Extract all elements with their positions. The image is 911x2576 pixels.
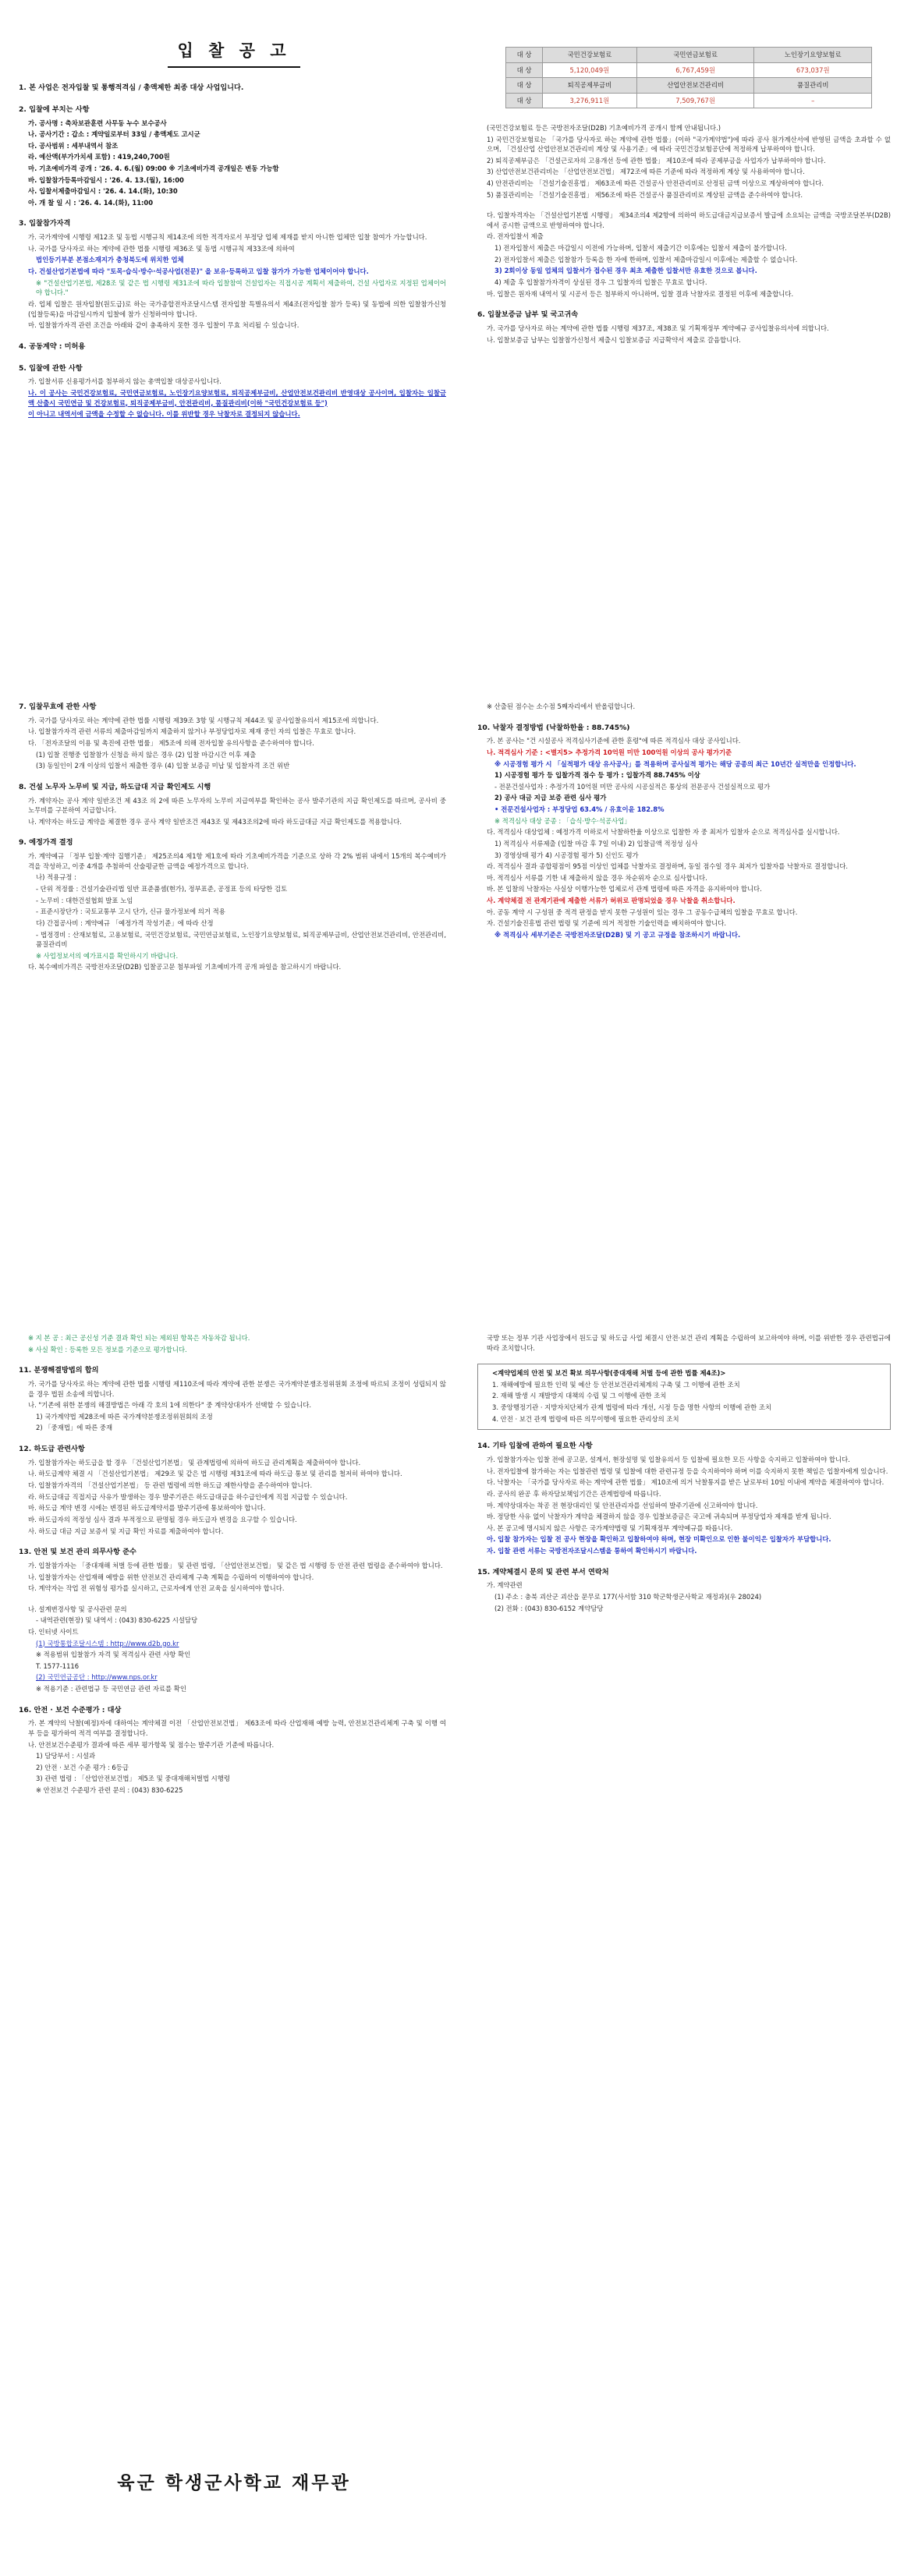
section-intro (19, 83, 446, 94)
list-item: (3) 동일인이 2개 이상의 입찰서 제출한 경우 (4) 입찰 보증금 미납 및 입찰자격 조건 위반 (36, 762, 290, 770)
table-cell: – (754, 93, 872, 108)
left-mid-column (19, 702, 446, 983)
section-heading: 7. 입찰무효에 관한 사항 (19, 702, 97, 711)
section-14 (477, 1441, 891, 1555)
list-item: ※ 산출된 점수는 소수점 5째자리에서 반올림합니다. (487, 702, 636, 710)
list-item: 마. 기초예비가격 공개 : '26. 4. 6.(월) 09:00 ※ 기초예비가격 공개일은 변동 가능함 (28, 165, 279, 173)
list-item: 가. 국가를 당사자로 하는 계약에 관한 법률 시행령 제110조에 따라 계약에 관한 분쟁은 국가계약분쟁조정위원회 조정에 따르되 조정이 성립되지 않을 경우 법원 소송에 의합니다. (28, 1380, 446, 1398)
section-heading: 13. 안전 및 보건 관리 의무사항 준수 (19, 1548, 136, 1557)
list-item: 다) 간접공사비 : 계약예규 「예정가격 작성기준」에 따라 산정 (36, 918, 214, 927)
list-item: 4) 제출 후 입찰참가자격이 상실된 경우 그 입찰자의 입찰은 무효로 합니다. (494, 278, 707, 286)
section-15 (477, 1567, 891, 1614)
list-item: 마. 계약상대자는 착공 전 현장대리인 및 안전관리자를 선임하여 발주기관에 신고하여야 합니다. (487, 1501, 758, 1509)
right-bottom-column (477, 1333, 891, 1624)
d2b-site-link[interactable]: (1) 국방통합조달시스템 : http://www.d2b.go.kr (36, 1639, 179, 1647)
list-item: 다. 복수예비가격은 국방전자조달(D2B) 입찰공고문 첨부파일 기초예비가격 공개 파일을 참고하시기 바랍니다. (28, 963, 342, 971)
list-item: 나. 적격심사 기준 : <별지5> 추정가격 10억원 미만 100억원 이상의 공사 평가기준 (487, 748, 732, 757)
list-item: 3) 관련 법령 : 「산업안전보건법」 제5조 및 중대재해처벌법 시행령 (36, 1775, 230, 1783)
list-item: 가. 국가계약에 시행령 제12조 및 동법 시행규칙 제14조에 의한 적격자로서 부정당 업체 제재를 받지 아니한 업체만 입찰 참여가 가능합니다. (28, 233, 427, 242)
section-mid-note (477, 702, 891, 712)
list-item: 라. 공사의 완공 후 하자담보책임기간은 관계법령에 따릅니다. (487, 1489, 661, 1498)
list-item: 라. 업체 입찰은 원자입찰(원도급)로 하는 국가종합전자조달시스템 전자입찰 특별유의서 제4조(전자입찰 참가 등록) 및 동법에 의한 입찰참가신청(입찰등록)을 마감일시까지 입찰에 참가 신청하여야 합니다. (28, 299, 446, 318)
nps-site-link[interactable]: (2) 국민연금공단 : http://www.nps.or.kr (36, 1673, 158, 1682)
list-item: 사. 계약체결 전 관계기관에 제출한 서류가 허위로 판명되었을 경우 낙찰을 취소합니다. (487, 896, 736, 904)
list-item: 2) 퇴직공제부금은 「건설근로자의 고용개선 등에 관한 법률」 제10조에 따라 공제부금을 사업자가 납부하여야 합니다. (487, 156, 826, 165)
list-item: ※ 시공경험 평가 시 「실적평가 대상 유사공사」를 적용하며 공사실적 평가는 해당 공종의 최근 10년간 실적만을 인정합니다. (494, 759, 856, 768)
list-item: 다. 낙찰자는 「국가를 당사자로 하는 계약에 관한 법률」 제10조에 의거 낙찰통지를 받은 날로부터 10일 이내에 계약을 체결하여야 합니다. (487, 1478, 884, 1487)
list-item: 3. 중앙행정기관 · 지방자치단체가 관계 법령에 따라 개선, 시정 등을 명한 사항의 이행에 관한 조치 (492, 1403, 772, 1412)
list-item: 나. 전자입찰에 참가하는 자는 입찰관련 법령 및 입찰에 대한 관련규정 등을 숙지하여야 하며 이를 숙지하지 못한 책임은 입찰자에게 있습니다. (487, 1467, 888, 1475)
table-header: 산업안전보건관리비 (636, 78, 754, 94)
list-item: 1) 국민건강보험료는 「국가를 당사자로 하는 계약에 관한 법률」(이하 "국가계약법")에 따라 공사 원가계산서에 반영된 금액을 초과할 수 없으며, 「건설산업 산업안전보건관리비 계상 및 사용기준」에 따라 국민건강보험공단에 적정하게 납부하여야 합니다. (487, 135, 891, 154)
list-item: 5) 품질관리비는 「건설기술진흥법」 제56조에 따른 건설공사 품질관리비로 계상된 금액을 준수하여야 합니다. (487, 190, 803, 199)
table-cell: 6,767,459원 (636, 62, 754, 78)
section-notes (477, 123, 891, 200)
section-heading: 4. 공동계약 : 미허용 (19, 341, 86, 351)
list-item: 나. 국가를 당사자로 하는 계약에 관한 법률 시행령 제36조 및 동법 시행규칙 제33조에 의하여 (28, 244, 295, 253)
page-title: 입 찰 공 고 (0, 39, 468, 68)
section-heading: 15. 계약체결시 문의 및 관련 부서 연락처 (477, 1567, 609, 1576)
list-item: 1. 재해예방에 필요한 인력 및 예산 등 안전보건관리체계의 구축 및 그 이행에 관한 조치 (492, 1380, 740, 1389)
list-item: 자. 건설기술진흥법 관련 법령 및 기준에 의거 적정한 기술인력을 배치하여야 합니다. (487, 919, 727, 928)
section-10 (477, 723, 891, 940)
list-item: ※ 지 본 공 : 최근 공신성 기준 결과 확인 되는 제외된 항목은 자동차감 됩니다. (28, 1334, 250, 1342)
list-item: 가. 입찰서류 신용평가서를 첨부하지 않는 총액입찰 대상공사입니다. (28, 377, 222, 386)
list-item: 1) 담당부서 : 시설과 (36, 1752, 96, 1760)
list-item: 다. 「전자조달의 이용 및 촉진에 관한 법률」 제5조에 의해 전자입찰 유의사항을 준수하여야 합니다. (28, 739, 314, 748)
list-item: 가. 본 계약의 낙찰(예정)자에 대하여는 계약체결 이전 「산업안전보건법」 제63조에 따라 산업재해 예방 능력, 안전보건관리체계 구축 및 이행 여부 등을 평가하여 적격 여부를 결정합니다. (28, 1719, 446, 1738)
section-8 (19, 782, 446, 827)
section-heading: 16. 안전 · 보건 수준평가 : 대상 (19, 1705, 122, 1714)
right-top-column (477, 123, 891, 356)
section-heading: 10. 낙찰자 결정방법 (낙찰하한율 : 88.745%) (477, 723, 630, 732)
list-item: ※ 적용범위 입찰참가 자격 및 적격심사 관련 사항 확인 (36, 1651, 191, 1659)
list-item: 라. 전자입찰서 제출 (487, 232, 544, 241)
section-heading: 5. 입찰에 관한 사항 (19, 363, 83, 373)
list-item: 마. 입찰은 원자재 내역서 및 시공서 등은 첨부하지 아니하며, 입찰 결과 낙찰자로 결정된 이후에 제출합니다. (487, 289, 794, 298)
list-item: 나. 하도급계약 체결 시 「건설산업기본법」 제29조 및 같은 법 시행령 제31조에 따라 하도급 통보 및 관리를 철저히 하여야 합니다. (28, 1470, 402, 1478)
list-item: - 내역관련(현장) 및 내역서 : (043) 830-6225 시설담당 (36, 1616, 198, 1625)
list-item: T. 1577-1116 (36, 1661, 80, 1670)
list-item: 다. 적격심사 대상업체 : 예정가격 이하로서 낙찰하한율 이상으로 입찰한 자 중 최저가 입찰자 순으로 적격심사를 실시합니다. (487, 828, 840, 837)
list-item: 다. 입찰참가자격의 「건설산업기본법」 등 관련 법령에 의한 하도급 제한사항을 준수하여야 합니다. (28, 1481, 313, 1490)
list-item: 2) 「중재법」에 따른 중재 (36, 1424, 113, 1432)
table-header: 품질관리비 (754, 78, 872, 94)
section-heading: 11. 분쟁해결방법의 합의 (19, 1366, 99, 1375)
section-heading: 6. 입찰보증금 납부 및 국고귀속 (477, 310, 579, 320)
section-9 (19, 837, 446, 972)
list-item: 가. 본 공사는 "건 시설공사 적격심사기준에 관한 훈령"에 따른 적격심사 대상 공사입니다. (487, 737, 741, 745)
right-mid-column (477, 702, 891, 950)
list-item: 가. 계약예규 「정부 입찰·계약 집행기준」 제25조의4 제1항 제1호에 따라 기초예비가격을 기준으로 상하 각 2% 범위 내에서 15개의 복수예비가격을 작성하고, 이중 4개를 추첨하여 산술평균한 금액을 예정가격으로 합니다. (28, 852, 446, 870)
section-safety-intro (477, 1333, 891, 1353)
section-heading: 8. 건설 노무자 노무비 및 지급, 하도급대 지급 확인제도 시행 (19, 782, 211, 791)
table-header: 노인장기요양보험료 (754, 48, 872, 63)
left-bottom-column (19, 1333, 446, 1806)
list-item: ※ 적격심사 대상 공종 : 「습식·방수·석공사업」 (494, 816, 631, 825)
list-item: 나. 안전보건수준평가 결과에 따른 세부 평가항목 및 점수는 발주기관 기준에 따릅니다. (28, 1740, 275, 1749)
table-row (506, 93, 872, 108)
list-item: • 전문건설사업자 : 부정당업 63.4% / 유효이윤 182.8% (494, 805, 665, 814)
list-item: 가. 계약관련 (487, 1581, 523, 1590)
list-item: 나. 이 공사는 국민건강보험료, 국민연금보험료, 노인장기요양보험료, 퇴직공제부금비, 산업안전보건관리비 반영대상 공사이며, 입찰자는 입찰금액 산출시 국민연금 및 건강보험료, 퇴직공제부금비, 안전관리비, 품질관리비(이하 "국민건강보험료 등") (28, 388, 446, 407)
section-3 (19, 218, 446, 330)
table-cell: 3,276,911원 (543, 93, 637, 108)
list-item: <계약업체의 안전 및 보건 확보 의무사항(중대재해 처벌 등에 관한 법률 제4조)> (492, 1369, 726, 1378)
list-item: 국방 또는 정부 기관 사업장에서 원도급 및 하도급 사업 체결시 안전·보건 관리 계획을 수립하여 보고하여야 하며, 이를 위반한 경우 관련법규에 따라 조치합니다. (487, 1334, 891, 1352)
list-item: 나. 입찰참가자격 관련 서류의 제출마감일까지 제출하지 않거나 부정당업자로 제재 중인 자의 입찰은 무효로 합니다. (28, 727, 356, 736)
section-7 (19, 702, 446, 771)
list-item: 4. 안전 · 보건 관계 법령에 따른 의무이행에 필요한 관리상의 조치 (492, 1414, 679, 1423)
section-heading: 2. 입찰에 부치는 사항 (19, 104, 90, 114)
list-item: 사. 하도급 대금 지급 보증서 및 지급 확인 자료를 제출하여야 합니다. (28, 1527, 224, 1535)
section-13 (19, 1547, 446, 1594)
section-heading: 14. 기타 입찰에 관하여 필요한 사항 (477, 1442, 593, 1451)
table-cell-label: 대 상 (506, 78, 543, 94)
list-item: 라. 하도급대금 직접지급 사유가 발생하는 경우 발주기관은 하도급대금을 하수급인에게 직접 지급할 수 있습니다. (28, 1492, 348, 1501)
list-item: 나. "기존에 위한 분쟁의 해결방법은 아래 각 호의 1에 의한다" 중 계약상대자가 선택할 수 있습니다. (28, 1401, 312, 1410)
table-header: 국민연금보험료 (636, 48, 754, 63)
list-item: 라. 예산액(부가가치세 포함) : 419,240,700원 (28, 153, 170, 161)
list-item: 다. 건설산업기본법에 따라 "토목·습식·방수·석공사업(전문)" 을 보유·등록하고 입찰 참가가 가능한 업체이어야 합니다. (28, 267, 369, 276)
list-item: 바. 입찰참가등록마감일시 : '26. 4. 13.(월), 16:00 (28, 175, 184, 184)
list-item: 나. 공사기간 : 갑소 : 계약일로부터 33일 / 총액제도 고시군 (28, 130, 200, 139)
list-item: - 단위 적정률 : 건설기술관리법 일반 표준품셈(현가), 정부표준, 공정표 등의 타당한 검토 (36, 885, 288, 893)
section-check-notes (19, 1333, 446, 1354)
table-row (506, 78, 872, 94)
section-16 (19, 1705, 446, 1796)
insurance-table (505, 47, 872, 108)
table-cell-label: 대 상 (506, 48, 543, 63)
list-item: 아. 개 찰 일 시 : '26. 4. 14.(화), 11:00 (28, 198, 154, 207)
section-heading: 12. 하도급 관련사항 (19, 1445, 85, 1454)
list-item: 다. 입찰자격자는 「건설산업기본법 시행령」 제34조의4 제2항에 의하여 하도급대금지급보증서 발급에 소요되는 금액을 국방조달본부(D2B)에서 공시한 금액으로 반영하여야 합니다. (487, 211, 891, 229)
list-item: 바. 하도급자의 적정성 심사 결과 부적정으로 판명될 경우 하도급자 변경을 요구할 수 있습니다. (28, 1515, 297, 1523)
table-cell: 673,037원 (754, 62, 872, 78)
list-item: ※ 적격심사 세부기준은 국방전자조달(D2B) 및 기 공고 규정을 참조하시기 바랍니다. (494, 930, 741, 939)
safety-duty-box (477, 1364, 891, 1430)
list-item: 가. 국가를 당사자로 하는 계약에 관한 법률 시행령 제39조 3항 및 시행규칙 제44조 및 공사입찰유의서 제15조에 의합니다. (28, 716, 379, 724)
table-header: 국민건강보험료 (543, 48, 637, 63)
section-2 (19, 104, 446, 208)
list-item: - 표준시장단가 : 국토교통부 고시 단가, 신규 물가정보에 의거 적용 (36, 908, 225, 916)
list-item: 2) 전자입찰서 제출은 입찰참가 등록을 한 자에 한하며, 입찰서 제출마감일시 이후에는 제출할 수 없습니다. (494, 255, 798, 264)
list-item: 가. 공사명 : 축차보관훈련 사무동 누수 보수공사 (28, 119, 167, 127)
list-item: ※ 적용기준 : 관련법규 등 국민연금 관련 자료를 확인 (36, 1685, 186, 1693)
list-item: 3) 산업안전보건관리비는 「산업안전보건법」 제72조에 따른 기준에 따라 적정하게 계상 및 사용하여야 합니다. (487, 168, 805, 176)
section-heading: 1. 본 사업은 전자입찰 및 통행적격심 / 총액제한 최종 대상 사업입니다. (19, 83, 244, 92)
list-item: 다. 공사범위 : 세부내역서 참조 (28, 141, 119, 150)
list-item: 사. 본 공고에 명시되지 않은 사항은 국가계약법령 및 기획재정부 계약예규를 따릅니다. (487, 1523, 733, 1532)
section-11 (19, 1365, 446, 1433)
table-header: 퇴직공제부금비 (543, 78, 637, 94)
list-item: (1) 입찰 진행중 입찰참가 신청을 하지 않은 경우 (2) 입찰 마감시간 이후 제출 (36, 750, 257, 759)
list-item: 바. 정당한 사유 없이 낙찰자가 계약을 체결하지 않을 경우 입찰보증금은 국고에 귀속되며 부정당업자 제재를 받게 됩니다. (487, 1513, 831, 1521)
list-item: 가. 입찰참가자는 하도급을 할 경우 「건설산업기본법」 및 관계법령에 의하여 하도급 관리계획을 제출하여야 합니다. (28, 1458, 361, 1467)
list-item: 가. 입찰참가자는 「중대재해 처벌 등에 관한 법률」 및 관련 법령, 「산업안전보건법」 및 같은 법 시행령 등 안전 관련 법령을 준수하여야 합니다. (28, 1561, 443, 1569)
table-row (506, 62, 872, 78)
list-item: 마. 하도급 계약 변경 시에는 변경된 하도급계약서를 발주기관에 통보하여야 합니다. (28, 1504, 266, 1513)
list-item: 1) 적격심사 서류제출 (입찰 마감 후 7일 이내) 2) 입찰금액 적정성 심사 (494, 839, 698, 847)
list-item: (1) 주소 : 충북 괴산군 괴산읍 문무로 177(사서함 310 학군학생군사학교 재정과)(우 28024) (494, 1592, 762, 1601)
list-item: 4) 안전관리비는 「건설기술진흥법」 제63조에 따른 건설공사 안전관리비로 산정된 금액 이상으로 계상하여야 합니다. (487, 179, 824, 188)
list-item: - 법정경비 : 산재보험료, 고용보험료, 국민건강보험료, 국민연금보험료, 노인장기요양보험료, 퇴직공제부금비, 산업안전보건관리비, 안전관리비, 품질관리비 (36, 930, 446, 949)
list-item: ※ 안전보건 수준평가 관련 문의 : (043) 830-6225 (36, 1786, 183, 1795)
list-item: ※ 사업정보서의 예가표시를 확인하시기 바랍니다. (36, 951, 179, 960)
list-item: 다. 계약자는 작업 전 위험성 평가를 실시하고, 근로자에게 안전 교육을 실시하여야 합니다. (28, 1584, 285, 1593)
list-item: 라. 적격심사 결과 종합평점이 95점 이상인 업체를 낙찰자로 결정하며, 동일 점수일 경우 최저가 입찰자를 낙찰자로 결정합니다. (487, 862, 849, 871)
list-item: 나) 적용규정 : (36, 873, 76, 882)
list-item: 1) 전자입찰서 제출은 마감일시 이전에 가능하며, 입찰서 제출기간 이후에는 입찰서 제출이 불가합니다. (494, 244, 787, 253)
list-item: 자. 입찰 관련 서류는 국방전자조달시스템을 통하여 확인하시기 바랍니다. (487, 1546, 697, 1555)
list-item: 3) 경영상태 평가 4) 시공경험 평가 5) 신인도 평가 (494, 851, 639, 859)
table-cell: 7,509,767원 (636, 93, 754, 108)
list-item: 법인등기부분 본점소재지가 충청북도에 위치한 업체 (36, 256, 184, 264)
section-misc (19, 1605, 446, 1694)
list-item: 나. 설계변경사항 및 공사관련 문의 (28, 1605, 127, 1613)
list-item: (국민건강보험료 등은 국방전자조달(D2B) 기초예비가격 공개시 함께 안내됩니다.) (487, 124, 721, 132)
list-item: 나. 입찰참가자는 산업재해 예방을 위한 안전보건 관리체계 구축 계획을 수립하여 이행하여야 합니다. (28, 1573, 314, 1581)
list-item: 1) 국가계약법 제28조에 따른 국가계약분쟁조정위원회의 조정 (36, 1412, 213, 1421)
list-item: 마. 입찰참가자격 관련 조건을 아래와 같이 충족하지 못한 경우 입찰이 무효 처리될 수 있습니다. (28, 321, 300, 330)
list-item: 바. 본 입찰의 낙찰자는 사실상 이행가능한 업체로서 관계 법령에 따른 자격을 유지하여야 합니다. (487, 885, 762, 893)
list-item: 나. 계약자는 하도급 계약을 체결한 경우 공사 계약 일반조건 제43조 및 제43조의2에 따라 하도급대금 지급 확인제도를 적용합니다. (28, 817, 402, 826)
section-4 (19, 341, 446, 352)
list-item: 가. 국가를 당사자로 하는 계약에 관한 법률 시행령 제37조, 제38조 및 기획재정부 계약예규 공사입찰유의서에 의합니다. (487, 324, 829, 332)
list-item: - 전문건설사업자 : 추정가격 10억원 미만 공사의 시공실적은 통상의 전문공사 건설실적으로 평가 (494, 782, 771, 791)
list-item: 다. 인터넷 사이트 (28, 1627, 79, 1636)
section-bid-notes (477, 211, 891, 299)
list-item: ※ "건설산업기본법, 제28조 및 같은 법 시행령 제31조에 따라 입찰참여 건설업자는 직접시공 계획서 제출하여, 건설 사업자로 지정된 업체이어야 합니다." (36, 278, 446, 297)
list-item: (2) 전화 : (043) 830-6152 계약담당 (494, 1604, 604, 1612)
section-6 (477, 310, 891, 345)
list-item: 마. 적격심사 서류를 기한 내 제출하지 않을 경우 차순위자 순으로 심사합니다. (487, 873, 707, 882)
list-item: 이 아니고 내역서에 금액을 수정할 수 없습니다. 이를 위반할 경우 낙찰자로 결정되지 않습니다. (28, 410, 300, 419)
list-item: 나. 입찰보증금 납부는 입찰참가신청서 제출시 입찰보증금 지급확약서 제출로 갈음합니다. (487, 335, 741, 344)
table-row (506, 48, 872, 63)
table-cell-label: 대 상 (506, 93, 543, 108)
list-item: ※ 사실 확인 : 등록한 모든 정보를 기준으로 평가합니다. (28, 1345, 187, 1353)
issuer-signature: 육군 학생군사학교 재무관 (117, 2473, 351, 2493)
table-cell-label: 대 상 (506, 62, 543, 78)
section-heading: 9. 예정가격 결정 (19, 838, 73, 847)
list-item: 아. 입찰 참가자는 입찰 전 공사 현장을 확인하고 입찰하여야 하며, 현장 미확인으로 인한 불이익은 입찰자가 부담합니다. (487, 1535, 831, 1544)
list-item: 2) 공사 대금 지급 보증 관련 심사 평가 (494, 794, 607, 802)
list-item: 아. 공동 계약 시 구성원 중 적격 판정을 받지 못한 구성원이 있는 경우 그 공동수급체의 입찰을 무효로 합니다. (487, 908, 798, 916)
list-item: 가. 입찰참가자는 입찰 전에 공고문, 설계서, 현장설명 및 입찰유의서 등 입찰에 필요한 모든 사항을 숙지하고 입찰하여야 합니다. (487, 1456, 850, 1464)
section-heading: 3. 입찰참가자격 (19, 219, 71, 228)
list-item: 사. 입찰서제출마감일시 : '26. 4. 14.(화), 10:30 (28, 187, 178, 196)
list-item: 2) 안전 · 보건 수준 평가 : 6등급 (36, 1763, 129, 1771)
section-12 (19, 1444, 446, 1536)
list-item: 가. 계약자는 공사 계약 일반조건 제 43조 의 2에 따른 노무자의 노무비 지급여부를 확인하는 공사 발주기관의 지급 확인제도를 따르며, 공사비 중 노무비를 구분하여 지급합니다. (28, 796, 446, 815)
list-item: 1) 시공경험 평가 등 입찰가격 점수 등 평가 : 입찰가격 88.745% 이상 (494, 771, 700, 780)
list-item: - 노무비 : 대한건설협회 발표 노임 (36, 896, 133, 904)
list-item: 3) 2회이상 동일 업체의 입찰서가 접수된 경우 최초 제출한 입찰서만 유효한 것으로 봅니다. (494, 267, 757, 275)
table-cell: 5,120,049원 (543, 62, 637, 78)
section-5 (19, 363, 446, 419)
list-item: 2. 재해 발생 시 재발방지 대책의 수립 및 그 이행에 관한 조치 (492, 1392, 667, 1400)
left-top-column (19, 83, 446, 430)
